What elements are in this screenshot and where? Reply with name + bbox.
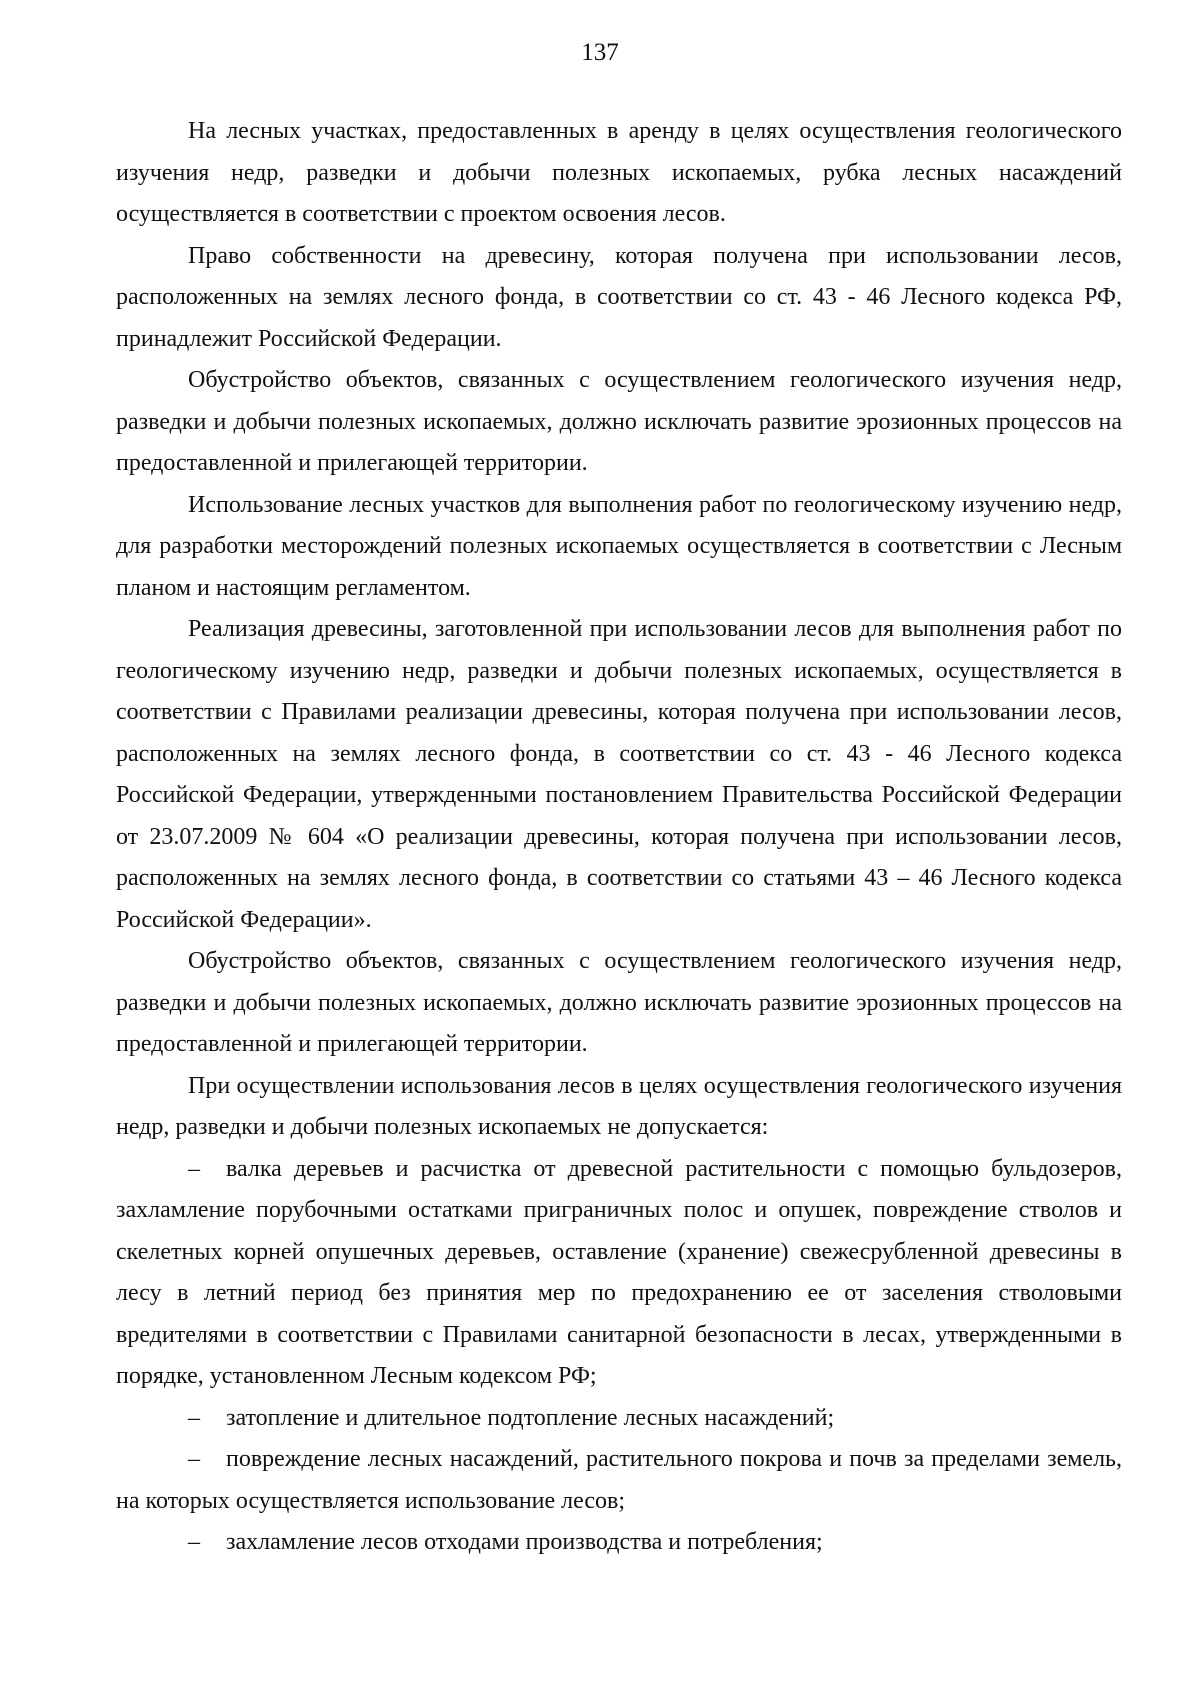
- paragraph-forest-lease: На лесных участках, предоставленных в аренду в целях осуществления геологического изучения недр, разведки и добычи полезных ископаемых, рубка лесных насаждений осуществляется в соответствии с проектом освоения лесов.: [116, 118, 1122, 227]
- list-dash: –: [188, 1529, 200, 1555]
- list-item-text: захламление лесов отходами производства и потребления;: [226, 1529, 823, 1555]
- list-item-text: повреждение лесных насаждений, растительного покрова и почв за пределами земель, на которых осуществляется использование лесов;: [116, 1446, 1122, 1514]
- paragraph-wood-ownership: Право собственности на древесину, которая получена при использовании лесов, расположенных на землях лесного фонда, в соответствии со ст. 43 - 46 Лесного кодекса РФ, принадлежит Российской Федерации.: [116, 242, 1122, 352]
- list-dash: –: [188, 1404, 200, 1431]
- list-item: [116, 1522, 1122, 1564]
- paragraph-erosion-prevention: Обустройство объектов, связанных с осуществлением геологического изучения недр, разведки и добычи полезных ископаемых, должно исключать развитие эрозионных процессов на предоставленной и прилегающей территории.: [116, 367, 1122, 476]
- paragraph-erosion-prevention-repeat: Обустройство объектов, связанных с осуществлением геологического изучения недр, разведки и добычи полезных ископаемых, должно исключать развитие эрозионных процессов на предоставленной и прилегающей территории.: [116, 948, 1122, 1057]
- paragraph-wood-sale: Реализация древесины, заготовленной при использовании лесов для выполнения работ по геологическому изучению недр, разведки и добычи полезных ископаемых, осуществляется в соответствии с Правилами реализации древесины, которая получена при использовании лесов, расположенных на землях лесного фонда, в соответствии со ст. 43 - 46 Лесного кодекса Российской Федерации, утвержденными постановлением Правительства Российской Федерации от 23.07.2009 № 604 «О реализации древесины, которая получена при использовании лесов, расположенных на землях лесного фонда, в соответствии со статьями 43 – 46 Лесного кодекса Российской Федерации».: [116, 616, 1122, 933]
- list-item: [116, 1149, 1122, 1398]
- list-item-text: валка деревьев и расчистка от древесной растительности с помощью бульдозеров, захламление порубочными остатками приграничных полос и опушек, повреждение стволов и скелетных корней опушечных деревьев, оставление (хранение) свежесрубленной древесины в лесу в летний период без принятия мер по предохранению ее от заселения стволовыми вредителями в соответствии с Правилами санитарной безопасности в лесах, утвержденными в порядке, установленном Лесным кодексом РФ;: [116, 1155, 1122, 1389]
- list-item: [116, 1439, 1122, 1522]
- paragraph-forest-plan: Использование лесных участков для выполнения работ по геологическому изучению недр, для разработки месторождений полезных ископаемых осуществляется в соответствии с Лесным планом и настоящим регламентом.: [116, 491, 1122, 601]
- document-body: [116, 111, 1122, 1564]
- paragraph-prohibitions-intro: При осуществлении использования лесов в целях осуществления геологического изучения недр, разведки и добычи полезных ископаемых не допускается:: [116, 1072, 1122, 1140]
- page-number: 137: [581, 39, 619, 66]
- list-dash: –: [188, 1446, 200, 1472]
- list-dash: –: [188, 1155, 200, 1182]
- list-item: [116, 1398, 1122, 1440]
- list-item-text: затопление и длительное подтопление лесных насаждений;: [226, 1404, 835, 1431]
